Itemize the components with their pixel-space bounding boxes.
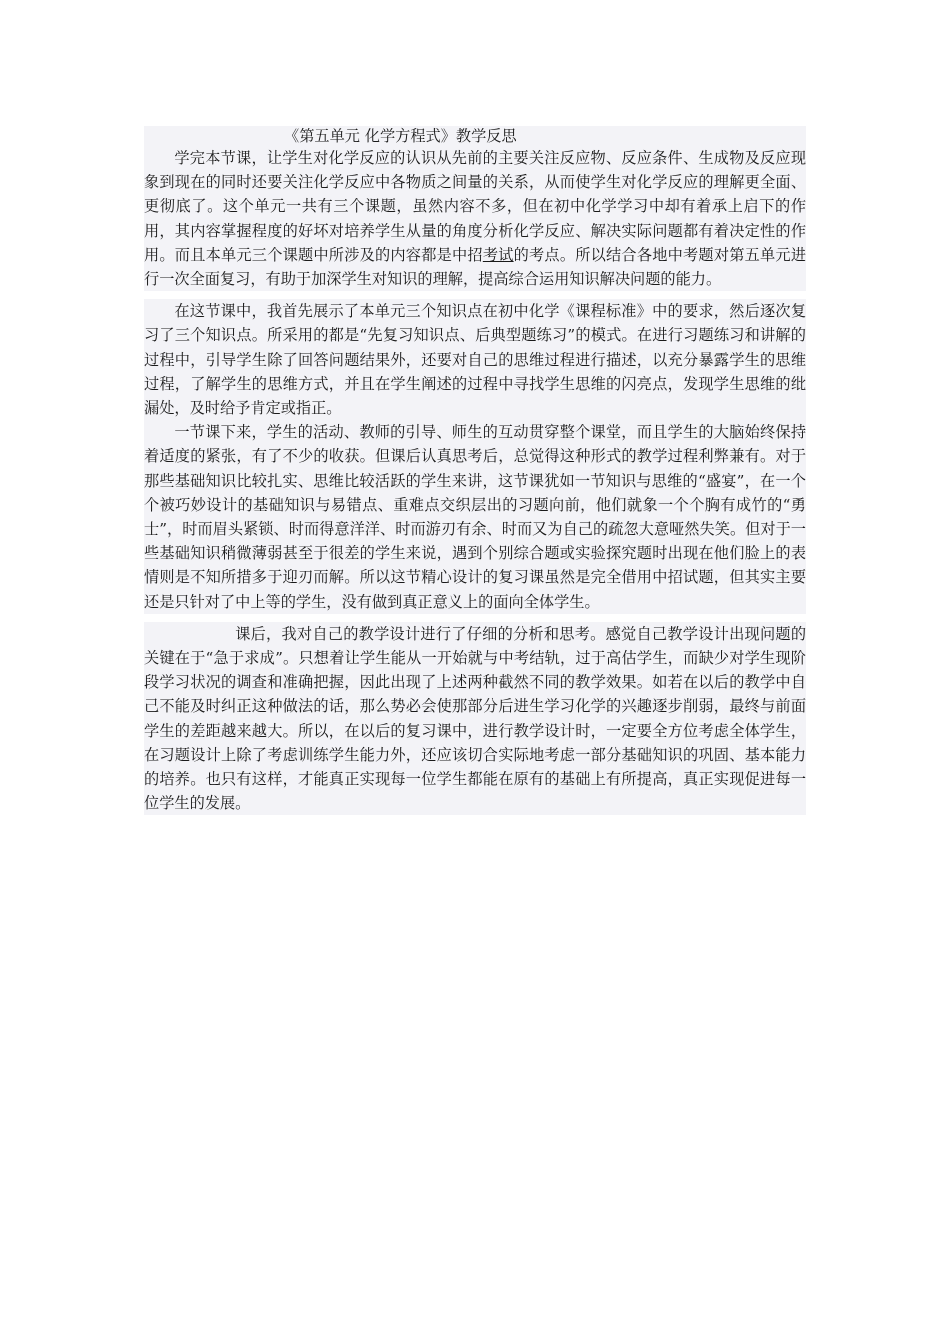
document-title: 《第五单元 化学方程式》教学反思 xyxy=(284,127,517,145)
document-body xyxy=(144,126,806,815)
paragraph-1-text-b: 的考点。所以结合各地中考题对第五单元进行一次全面复习，有助于加深学生对知识的理解，提高综合运用知识解决问题的能力。 xyxy=(144,245,807,289)
paragraph-4: 课后，我对自己的教学设计进行了仔细的分析和思考。感觉自己教学设计出现问题的关键在于“急于求成”。只想着让学生能从一开始就与中考结轨，过于高估学生，而缺少对学生现阶段学习状况的调查和准确把握，因此出现了上述两种截然不同的教学效果。如若在以后的教学中自己不能及时纠正这种做法的话，那么势必会使那部分后进生学习化学的兴趣逐步削弱，最终与前面学生的差距越来越大。所以，在以后的复习课中，进行教学设计时，一定要全方位考虑全体学生，在习题设计上除了考虑训练学生能力外，还应该切合实际地考虑一部分基础知识的巩固、基本能力的培养。也只有这样，才能真正实现每一位学生都能在原有的基础上有所提高，真正实现促进每一位学生的发展。 xyxy=(144,622,806,816)
paragraph-2: 在这节课中，我首先展示了本单元三个知识点在初中化学《课程标准》中的要求，然后逐次复习了三个知识点。所采用的都是“先复习知识点、后典型题练习”的模式。在进行习题练习和讲解的过程中，引导学生除了回答问题结果外，还要对自己的思维过程进行描述，以充分暴露学生的思维过程，了解学生的思维方式，并且在学生阐述的过程中寻找学生思维的闪亮点，发现学生思维的纰漏处，及时给予肯定或指正。 xyxy=(144,299,806,420)
underlined-link-exam[interactable]: 考试 xyxy=(482,245,514,264)
paragraph-3: 一节课下来，学生的活动、教师的引导、师生的互动贯穿整个课堂，而且学生的大脑始终保持着适度的紧张，有了不少的收获。但课后认真思考后，总觉得这种形式的教学过程利弊兼有。对于那些基础知识比较扎实、思维比较活跃的学生来讲，这节课犹如一节知识与思维的“盛宴”，在一个个被巧妙设计的基础知识与易错点、重难点交织层出的习题向前，他们就象一个个胸有成竹的“勇士”，时而眉头紧锁、时而得意洋洋、时而游刃有余、时而又为自己的疏忽大意哑然失笑。但对于一些基础知识稍微薄弱甚至于很差的学生来说，遇到个别综合题或实验探究题时出现在他们脸上的表情则是不知所措多于迎刃而解。所以这节精心设计的复习课虽然是完全借用中招试题，但其实主要还是只针对了中上等的学生，没有做到真正意义上的面向全体学生。 xyxy=(144,420,806,614)
paragraph-1-text-a: 学完本节课，让学生对化学反应的认识从先前的主要关注反应物、反应条件、生成物及反应现象到现在的同时还要关注化学反应中各物质之间量的关系，从而使学生对化学反应的理解更全面、更彻底了。这个单元一共有三个课题，虽然内容不多，但在初中化学学习中却有着承上启下的作用，其内容掌握程度的好坏对培养学生从量的角度分析化学反应、解决实际问题都有着决定性的作用。而且本单元三个课题中所涉及的内容都是中招 xyxy=(144,149,806,264)
title-row xyxy=(144,126,806,146)
paragraph-1 xyxy=(144,146,806,291)
